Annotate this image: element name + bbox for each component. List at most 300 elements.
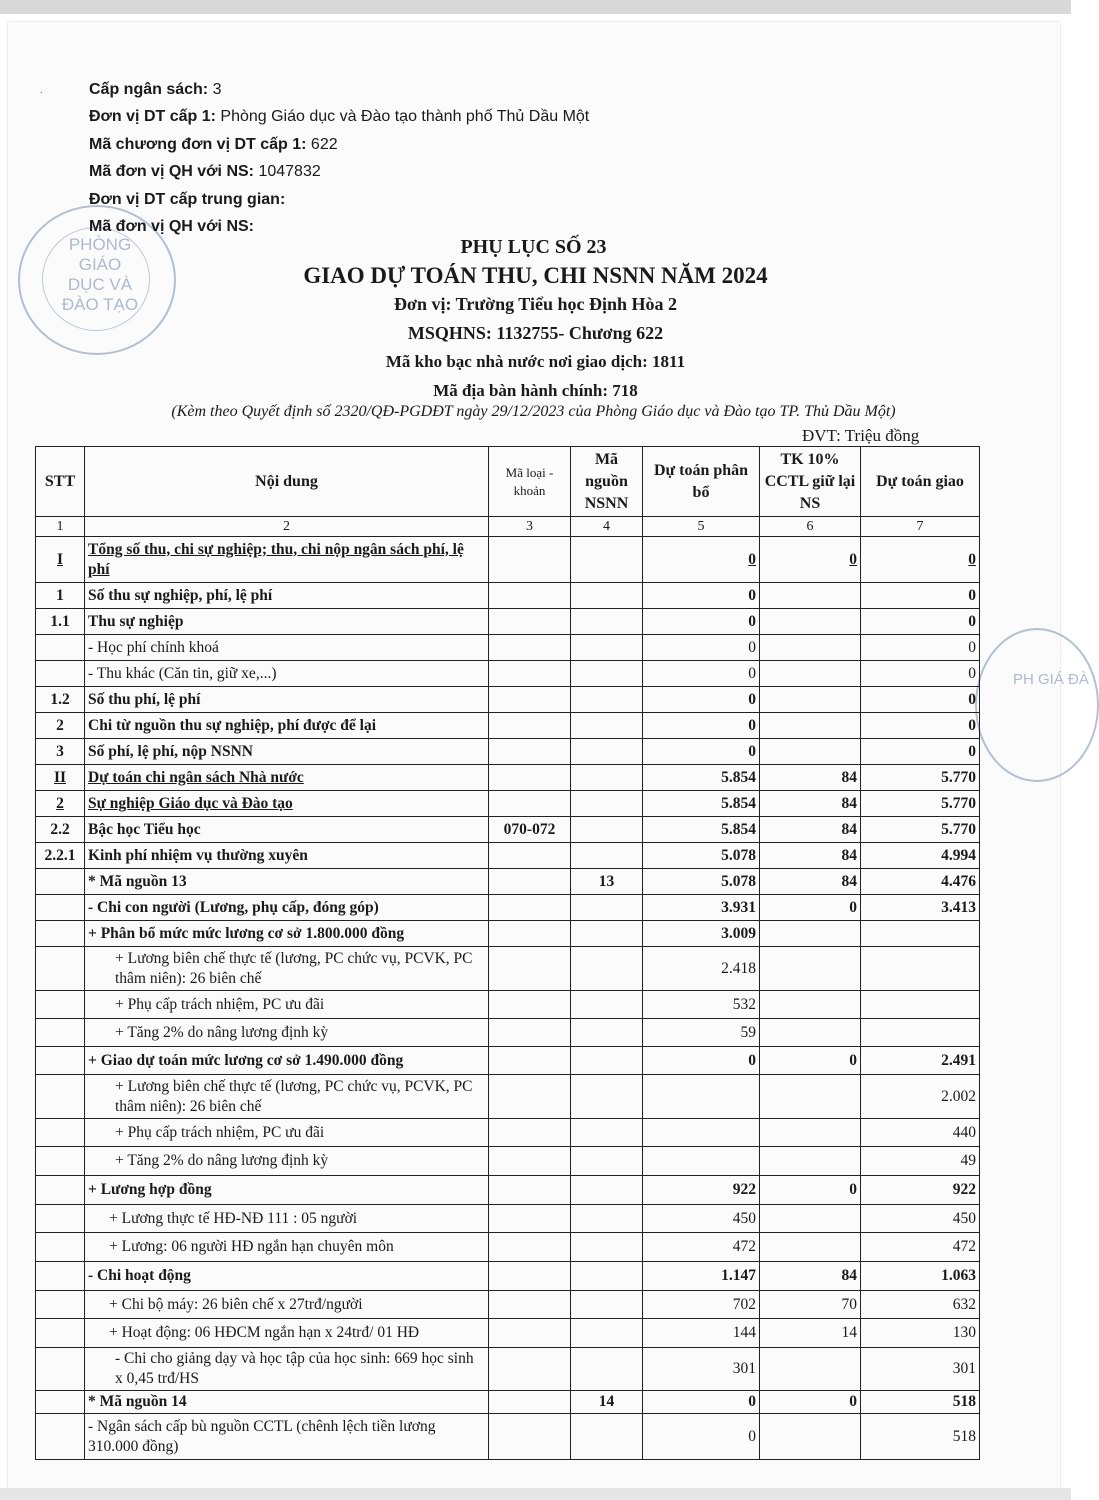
- row-stt: [36, 791, 85, 817]
- row-stt: [36, 1075, 85, 1119]
- row-source: [571, 713, 643, 739]
- row-allocated: [643, 583, 760, 609]
- row-given: [861, 895, 980, 921]
- row-allocated-text: 5.854: [721, 794, 756, 812]
- row-given: [861, 817, 980, 843]
- row-content: [85, 1147, 489, 1176]
- row-given-text: 4.994: [941, 846, 976, 864]
- row-given-text: 0: [968, 638, 976, 656]
- row-allocated: [643, 1119, 760, 1147]
- row-tk10: [760, 921, 861, 947]
- row-content-text: + Phụ cấp trách nhiệm, PC ưu đãi: [115, 1123, 325, 1141]
- row-code: [489, 713, 571, 739]
- row-tk10: [760, 739, 861, 765]
- row-content-text: Chi từ nguồn thu sự nghiệp, phí được để lại: [88, 716, 377, 734]
- row-content: [85, 1414, 489, 1460]
- row-tk10: [760, 1019, 861, 1047]
- row-source: [571, 921, 643, 947]
- row-content: [85, 635, 489, 661]
- row-source: [571, 869, 643, 895]
- table-row: [36, 537, 980, 583]
- row-content: [85, 1075, 489, 1119]
- row-source: [571, 1075, 643, 1119]
- appendix-title: PHỤ LỤC SỐ 23: [460, 236, 607, 258]
- admin-area-line: Mã địa bàn hành chính: 718: [433, 381, 638, 400]
- row-content: [85, 609, 489, 635]
- row-allocated: [643, 687, 760, 713]
- table-row: [36, 1414, 980, 1460]
- row-given-text: 0: [968, 716, 976, 734]
- row-stt-text: 2.2: [50, 820, 70, 838]
- row-tk10-text: 84: [841, 872, 857, 890]
- unit-of-measure: ĐVT: Triệu đồng: [802, 426, 920, 445]
- row-code: [489, 1319, 571, 1348]
- row-source: [571, 895, 643, 921]
- row-allocated: [643, 1348, 760, 1391]
- row-allocated: [643, 1391, 760, 1414]
- row-allocated-text: 3.931: [721, 898, 756, 916]
- row-source: [571, 1047, 643, 1075]
- row-given-text: 5.770: [941, 820, 976, 838]
- header-label: Đơn vị DT cấp trung gian:: [89, 190, 286, 208]
- row-tk10-text: 14: [841, 1324, 857, 1341]
- row-allocated: [643, 661, 760, 687]
- header-row: [89, 186, 589, 213]
- row-source: [571, 583, 643, 609]
- row-tk10: [760, 895, 861, 921]
- row-content: [85, 817, 489, 843]
- budget-header: [89, 76, 589, 240]
- row-allocated-text: 472: [732, 1238, 756, 1255]
- row-tk10: [760, 635, 861, 661]
- row-content-text: * Mã nguồn 13: [88, 872, 187, 890]
- table-row: [36, 1348, 980, 1391]
- row-code: [489, 1233, 571, 1262]
- row-tk10: [760, 1075, 861, 1119]
- row-code: [489, 583, 571, 609]
- row-source: [571, 1205, 643, 1233]
- row-stt-text: 3: [56, 742, 64, 760]
- row-tk10: [760, 1391, 861, 1414]
- row-code: [489, 1348, 571, 1391]
- row-code: [489, 921, 571, 947]
- row-allocated: [643, 991, 760, 1019]
- row-tk10-text: 84: [841, 768, 857, 786]
- table-row: [36, 1233, 980, 1262]
- row-content-text: * Mã nguồn 14: [88, 1393, 187, 1410]
- table-row: [36, 895, 980, 921]
- row-tk10-text: 0: [849, 1181, 857, 1198]
- row-content-text: Thu sự nghiệp: [88, 612, 184, 630]
- row-tk10: [760, 1176, 861, 1205]
- row-allocated: [643, 843, 760, 869]
- decision-note: (Kèm theo Quyết định số 2320/QĐ-PGDĐT ngày 29/12/2023 của Phòng Giáo dục và Đào tạo TP. Thủ Dầu Một): [171, 403, 896, 420]
- row-content: [85, 1205, 489, 1233]
- row-stt: [36, 609, 85, 635]
- row-tk10-text: 84: [841, 794, 857, 812]
- row-given-text: 0: [968, 586, 976, 604]
- row-stt-text: 1: [56, 586, 64, 604]
- row-source: [571, 1391, 643, 1414]
- row-tk10-text: 84: [841, 846, 857, 864]
- row-given: [861, 1414, 980, 1460]
- row-tk10: [760, 1414, 861, 1460]
- header-label: Cấp ngân sách:: [89, 81, 209, 98]
- row-allocated-text: 5.078: [721, 846, 756, 864]
- row-content: [85, 895, 489, 921]
- header-row: [89, 76, 589, 103]
- row-code: [489, 1019, 571, 1047]
- row-allocated-text: 3.009: [721, 924, 756, 942]
- row-given-text: 440: [952, 1123, 976, 1141]
- row-source: [571, 537, 643, 583]
- table-row: [36, 1176, 980, 1205]
- official-stamp: PHÒNG GIÁO DỤC VÀ ĐÀO TẠO: [18, 205, 176, 355]
- row-tk10: [760, 1147, 861, 1176]
- row-given-text: 49: [960, 1152, 976, 1169]
- row-code: [489, 1262, 571, 1291]
- row-allocated: [643, 609, 760, 635]
- table-row: [36, 1147, 980, 1176]
- main-title: GIAO DỰ TOÁN THU, CHI NSNN NĂM 2024: [303, 263, 768, 288]
- row-given-text: 450: [952, 1209, 976, 1227]
- row-given-text: 4.476: [941, 872, 976, 890]
- row-stt: [36, 537, 85, 583]
- row-allocated: [643, 1414, 760, 1460]
- row-allocated-text: 450: [732, 1209, 756, 1227]
- row-source: [571, 791, 643, 817]
- table-row: [36, 1291, 980, 1319]
- row-allocated-text: 922: [732, 1181, 756, 1198]
- table-row: [36, 791, 980, 817]
- row-content-text: Dự toán chi ngân sách Nhà nước: [88, 768, 304, 786]
- table-row: [36, 921, 980, 947]
- row-content-text: Sự nghiệp Giáo dục và Đào tạo: [88, 794, 293, 812]
- row-source: [571, 1233, 643, 1262]
- row-content: [85, 921, 489, 947]
- col-header-given: Dự toán giao: [861, 447, 980, 517]
- row-tk10: [760, 1205, 861, 1233]
- row-code: [489, 843, 571, 869]
- table-row: [36, 635, 980, 661]
- row-content: [85, 1391, 489, 1414]
- row-stt: [36, 583, 85, 609]
- row-stt: [36, 1233, 85, 1262]
- row-allocated-text: 5.854: [721, 768, 756, 786]
- row-code-text: 070-072: [503, 820, 556, 838]
- row-allocated: [643, 817, 760, 843]
- row-allocated-text: 0: [748, 586, 756, 604]
- row-content: [85, 1019, 489, 1047]
- row-given: [861, 1348, 980, 1391]
- row-tk10: [760, 869, 861, 895]
- row-allocated: [643, 635, 760, 661]
- row-content-text: + Giao dự toán mức lương cơ sở 1.490.000 đồng: [88, 1051, 404, 1069]
- row-source-text: 14: [598, 1393, 615, 1410]
- row-content-text: - Ngân sách cấp bù nguồn CCTL (chênh lệch tiền lương 310.000 đồng): [88, 1417, 436, 1455]
- row-given-text: 5.770: [941, 794, 976, 812]
- row-allocated: [643, 1047, 760, 1075]
- row-allocated-text: 0: [748, 1051, 756, 1069]
- row-tk10: [760, 791, 861, 817]
- row-allocated: [643, 1291, 760, 1319]
- row-content: [85, 1233, 489, 1262]
- row-code: [489, 661, 571, 687]
- row-allocated: [643, 1319, 760, 1348]
- header-label: Mã đơn vị QH với NS:: [89, 218, 254, 236]
- row-code: [489, 609, 571, 635]
- row-allocated-text: 144: [732, 1324, 756, 1341]
- row-given: [861, 1147, 980, 1176]
- header-value: 1047832: [254, 163, 321, 181]
- header-row: [89, 131, 589, 158]
- row-stt: [36, 1319, 85, 1348]
- row-stt-text: 1.2: [50, 690, 70, 708]
- row-given-text: 0: [968, 690, 976, 708]
- row-given: [861, 1205, 980, 1233]
- row-given: [861, 661, 980, 687]
- row-code: [489, 635, 571, 661]
- row-given: [861, 1233, 980, 1262]
- row-source: [571, 1019, 643, 1047]
- row-source: [571, 1119, 643, 1147]
- row-given-text: 0: [968, 612, 976, 630]
- table-row: [36, 817, 980, 843]
- row-given: [861, 1291, 980, 1319]
- row-given-text: 2.491: [941, 1051, 976, 1069]
- col-header-allocated: Dự toán phân bổ: [643, 447, 760, 517]
- row-allocated-text: 0: [748, 638, 756, 656]
- header-label: Mã chương đơn vị DT cấp 1:: [89, 135, 307, 153]
- row-given: [861, 1391, 980, 1414]
- row-code: [489, 1391, 571, 1414]
- col-header-source: Mã nguồn NSNN: [571, 447, 643, 517]
- row-stt-text: 2.2.1: [44, 846, 76, 864]
- row-source: [571, 1319, 643, 1348]
- row-given: [861, 843, 980, 869]
- col-header-content: Nội dung: [85, 447, 489, 517]
- row-code: [489, 1047, 571, 1075]
- row-stt: [36, 1205, 85, 1233]
- row-given-text: 3.413: [941, 898, 976, 916]
- row-tk10: [760, 1348, 861, 1391]
- row-content: [85, 843, 489, 869]
- row-allocated: [643, 791, 760, 817]
- row-given-text: 632: [952, 1295, 976, 1313]
- row-given-text: 1.063: [941, 1267, 976, 1284]
- row-content-text: + Tăng 2% do nâng lương định kỳ: [115, 1152, 329, 1169]
- row-stt-text: 2: [56, 794, 64, 812]
- msqhns-line: MSQHNS: 1132755- Chương 622: [407, 323, 664, 343]
- row-source: [571, 635, 643, 661]
- row-allocated: [643, 713, 760, 739]
- row-allocated-text: 0: [748, 690, 756, 708]
- row-given: [861, 687, 980, 713]
- row-code: [489, 687, 571, 713]
- row-content: [85, 991, 489, 1019]
- row-stt: [36, 1176, 85, 1205]
- row-given: [861, 1176, 980, 1205]
- row-allocated: [643, 1019, 760, 1047]
- row-content: [85, 869, 489, 895]
- row-code: [489, 1147, 571, 1176]
- table-row: [36, 583, 980, 609]
- row-allocated-text: 702: [732, 1295, 756, 1313]
- row-source: [571, 739, 643, 765]
- table-row: [36, 609, 980, 635]
- row-content: [85, 687, 489, 713]
- row-code: [489, 991, 571, 1019]
- table-row: [36, 1019, 980, 1047]
- row-stt: [36, 713, 85, 739]
- col-header-stt: STT: [36, 447, 85, 517]
- row-stt: [36, 1414, 85, 1460]
- row-content-text: + Lương biên chế thực tế (lương, PC chức vụ, PCVK, PC thâm niên): 26 biên chế: [115, 949, 473, 987]
- row-allocated: [643, 739, 760, 765]
- row-given: [861, 1119, 980, 1147]
- row-given: [861, 1019, 980, 1047]
- table-row: [36, 1319, 980, 1348]
- row-allocated: [643, 895, 760, 921]
- row-stt: [36, 765, 85, 791]
- row-content: [85, 739, 489, 765]
- row-content-text: + Phụ cấp trách nhiệm, PC ưu đãi: [115, 995, 325, 1013]
- row-given: [861, 609, 980, 635]
- row-allocated: [643, 1233, 760, 1262]
- row-content: [85, 1176, 489, 1205]
- row-given: [861, 583, 980, 609]
- table-row: [36, 661, 980, 687]
- bottom-edge: [0, 1488, 1071, 1500]
- row-allocated-text: 59: [740, 1023, 756, 1041]
- row-allocated-text: 1.147: [721, 1267, 756, 1284]
- row-tk10: [760, 1233, 861, 1262]
- row-content: [85, 583, 489, 609]
- row-stt: [36, 1019, 85, 1047]
- row-given: [861, 1047, 980, 1075]
- row-stt: [36, 921, 85, 947]
- row-given-text: 518: [952, 1427, 976, 1445]
- row-source: [571, 991, 643, 1019]
- row-allocated: [643, 1147, 760, 1176]
- row-code: [489, 1075, 571, 1119]
- header-value: 622: [306, 135, 338, 153]
- row-content-text: Số thu phí, lệ phí: [88, 690, 201, 708]
- row-source: [571, 1414, 643, 1460]
- row-content-text: Số thu sự nghiệp, phí, lệ phí: [88, 586, 273, 604]
- row-allocated: [643, 921, 760, 947]
- row-content: [85, 1047, 489, 1075]
- row-source: [571, 947, 643, 991]
- row-tk10: [760, 843, 861, 869]
- row-given-text: 518: [952, 1393, 976, 1410]
- row-stt: [36, 869, 85, 895]
- row-tk10: [760, 537, 861, 583]
- row-content-text: + Lương: 06 người HĐ ngắn hạn chuyên môn: [109, 1238, 394, 1255]
- table-row: [36, 947, 980, 991]
- row-source: [571, 1291, 643, 1319]
- row-content-text: + Lương hợp đồng: [88, 1181, 212, 1198]
- row-given: [861, 947, 980, 991]
- row-stt: [36, 991, 85, 1019]
- row-content-text: + Chi bộ máy: 26 biên chế x 27trđ/người: [109, 1295, 363, 1313]
- row-tk10: [760, 1119, 861, 1147]
- row-tk10-text: 70: [841, 1295, 857, 1313]
- row-given: [861, 765, 980, 791]
- col-header-tk10: TK 10% CCTL giữ lại NS: [760, 447, 861, 517]
- row-given-text: 2.002: [941, 1087, 976, 1105]
- header-label: Đơn vị DT cấp 1:: [89, 108, 216, 126]
- row-allocated-text: 0: [748, 716, 756, 734]
- row-content-text: - Chi cho giảng dạy và học tập của học sinh: 669 học sinh x 0,45 trđ/HS: [115, 1350, 474, 1387]
- row-allocated-text: 0: [748, 1427, 756, 1445]
- row-allocated: [643, 947, 760, 991]
- row-content-text: + Tăng 2% do nâng lương định kỳ: [115, 1023, 329, 1041]
- row-allocated: [643, 1075, 760, 1119]
- table-header-row: [36, 447, 980, 517]
- row-allocated: [643, 537, 760, 583]
- table-row: [36, 687, 980, 713]
- row-given: [861, 1262, 980, 1291]
- row-content: [85, 1119, 489, 1147]
- row-tk10: [760, 947, 861, 991]
- row-stt: [36, 843, 85, 869]
- row-stt: [36, 1262, 85, 1291]
- row-tk10: [760, 583, 861, 609]
- row-stt: [36, 1047, 85, 1075]
- budget-table: [35, 446, 980, 1460]
- row-source: [571, 843, 643, 869]
- row-content-text: - Thu khác (Căn tin, giữ xe,...): [88, 664, 277, 682]
- row-content-text: + Lương thực tế HĐ-NĐ 111 : 05 người: [109, 1209, 358, 1227]
- row-allocated-text: 0: [748, 742, 756, 760]
- row-tk10-text: 0: [849, 898, 857, 916]
- row-code: [489, 817, 571, 843]
- row-allocated: [643, 765, 760, 791]
- row-given-text: 0: [968, 664, 976, 682]
- row-tk10: [760, 1319, 861, 1348]
- row-given: [861, 869, 980, 895]
- row-source: [571, 1147, 643, 1176]
- row-stt: [36, 687, 85, 713]
- row-given: [861, 713, 980, 739]
- row-code: [489, 1414, 571, 1460]
- row-allocated: [643, 1176, 760, 1205]
- row-code: [489, 791, 571, 817]
- row-content-text: Kinh phí nhiệm vụ thường xuyên: [88, 846, 308, 864]
- row-code: [489, 537, 571, 583]
- row-given: [861, 537, 980, 583]
- col-header-code: Mã loại - khoản: [489, 447, 571, 517]
- table-row: [36, 843, 980, 869]
- row-content: [85, 1348, 489, 1391]
- row-code: [489, 739, 571, 765]
- row-content: [85, 1262, 489, 1291]
- row-content: [85, 947, 489, 991]
- row-stt-text: II: [53, 768, 67, 786]
- row-tk10-text: 0: [849, 550, 857, 568]
- row-given: [861, 1319, 980, 1348]
- row-content-text: - Học phí chính khoá: [88, 638, 219, 656]
- table-row: [36, 739, 980, 765]
- row-allocated-text: 0: [748, 612, 756, 630]
- row-stt-text: 2: [56, 716, 64, 734]
- top-edge: [0, 0, 1071, 14]
- treasury-line: Mã kho bạc nhà nước nơi giao dịch: 1811: [385, 352, 686, 371]
- row-content: [85, 1291, 489, 1319]
- table-row: [36, 1047, 980, 1075]
- row-content-text: + Lương biên chế thực tế (lương, PC chức vụ, PCVK, PC thâm niên): 26 biên chế: [115, 1077, 473, 1115]
